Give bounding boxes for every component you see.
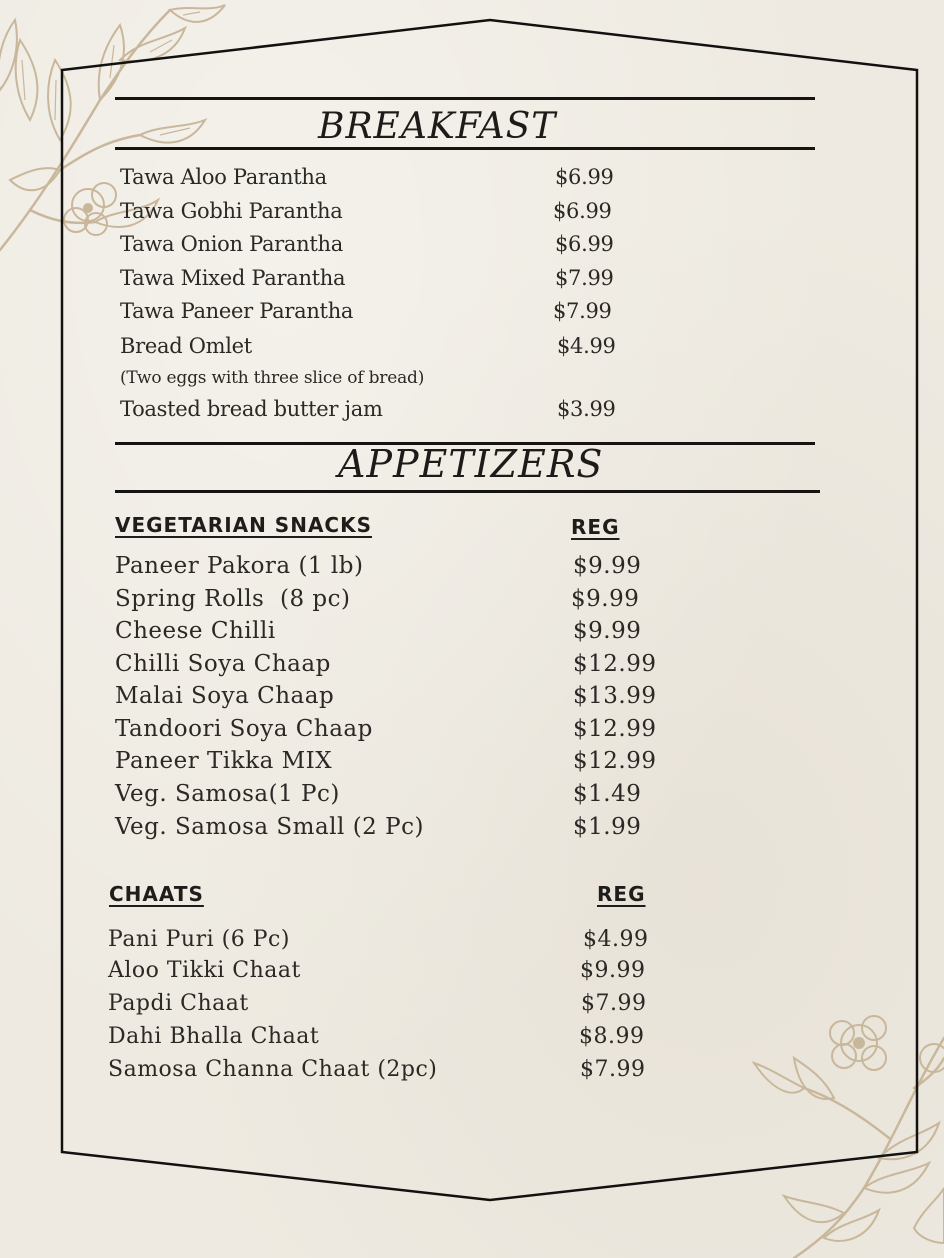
item-name: Tawa Gobhi Parantha <box>120 199 343 223</box>
item-price: $9.99 <box>571 586 640 612</box>
vegetarian-snacks-heading: VEGETARIAN SNACKS <box>115 513 373 537</box>
item-price: $12.99 <box>573 716 657 742</box>
item-name: Veg. Samosa(1 Pc) <box>115 781 340 807</box>
chaats-heading: CHAATS <box>109 882 204 906</box>
item-price: $1.49 <box>573 781 642 807</box>
item-price: $4.99 <box>583 927 649 952</box>
list-item <box>108 991 647 1016</box>
item-name: Samosa Channa Chaat (2pc) <box>108 1057 438 1082</box>
breakfast-title: BREAKFAST <box>318 106 557 147</box>
chaats-price-heading: REG <box>597 882 646 906</box>
item-name: Aloo Tikki Chaat <box>108 958 301 983</box>
item-name: Tandoori Soya Chaap <box>115 716 373 742</box>
item-price: $4.99 <box>557 334 616 358</box>
list-item <box>120 165 614 189</box>
item-price: $12.99 <box>573 651 657 677</box>
item-price: $12.99 <box>573 748 657 774</box>
item-name: Spring Rolls (8 pc) <box>115 586 351 612</box>
item-name: Tawa Onion Parantha <box>120 232 343 256</box>
item-note-text: (Two eggs with three slice of bread) <box>120 368 425 388</box>
list-item <box>120 232 614 256</box>
vegetarian-snacks-price-heading: REG <box>571 515 620 539</box>
item-note <box>120 368 424 388</box>
item-price: $7.99 <box>581 991 647 1016</box>
item-price: $7.99 <box>555 266 614 290</box>
item-name: Dahi Bhalla Chaat <box>108 1024 320 1049</box>
list-item <box>108 1057 646 1082</box>
item-name: Tawa Paneer Parantha <box>120 299 354 323</box>
list-item <box>120 266 614 290</box>
list-item <box>115 618 642 644</box>
list-item <box>108 1024 645 1049</box>
list-item <box>108 958 646 983</box>
item-price: $1.99 <box>573 814 642 840</box>
item-name: Malai Soya Chaap <box>115 683 335 709</box>
item-price: $7.99 <box>580 1057 646 1082</box>
item-price: $6.99 <box>555 232 614 256</box>
item-name: Veg. Samosa Small (2 Pc) <box>115 814 424 840</box>
list-item <box>115 814 642 840</box>
item-name: Toasted bread butter jam <box>120 397 383 421</box>
item-name: Papdi Chaat <box>108 991 249 1016</box>
item-price: $3.99 <box>557 397 616 421</box>
item-name: Tawa Mixed Parantha <box>120 266 346 290</box>
appetizers-title: APPETIZERS <box>338 442 604 486</box>
appetizers-bottom-rule <box>115 490 820 493</box>
list-item <box>115 553 642 579</box>
item-price: $9.99 <box>573 553 642 579</box>
breakfast-top-rule <box>115 97 815 100</box>
list-item <box>120 199 612 223</box>
item-name: Tawa Aloo Parantha <box>120 165 327 189</box>
item-price: $6.99 <box>553 199 612 223</box>
item-name: Bread Omlet <box>120 334 252 358</box>
list-item <box>115 586 640 612</box>
item-price: $7.99 <box>553 299 612 323</box>
list-item <box>108 927 649 952</box>
item-name: Pani Puri (6 Pc) <box>108 927 290 952</box>
breakfast-bottom-rule <box>115 147 815 150</box>
list-item <box>120 299 612 323</box>
item-name: Cheese Chilli <box>115 618 276 644</box>
item-price: $9.99 <box>573 618 642 644</box>
item-name: Paneer Tikka MIX <box>115 748 333 774</box>
item-price: $13.99 <box>573 683 657 709</box>
list-item <box>115 781 642 807</box>
list-item <box>115 651 657 677</box>
item-price: $8.99 <box>579 1024 645 1049</box>
list-item <box>115 716 657 742</box>
item-name: Paneer Pakora (1 lb) <box>115 553 364 579</box>
item-price: $6.99 <box>555 165 614 189</box>
list-item <box>115 748 657 774</box>
list-item <box>120 397 616 421</box>
list-item <box>115 683 657 709</box>
list-item <box>120 334 616 358</box>
item-price: $9.99 <box>580 958 646 983</box>
item-name: Chilli Soya Chaap <box>115 651 331 677</box>
